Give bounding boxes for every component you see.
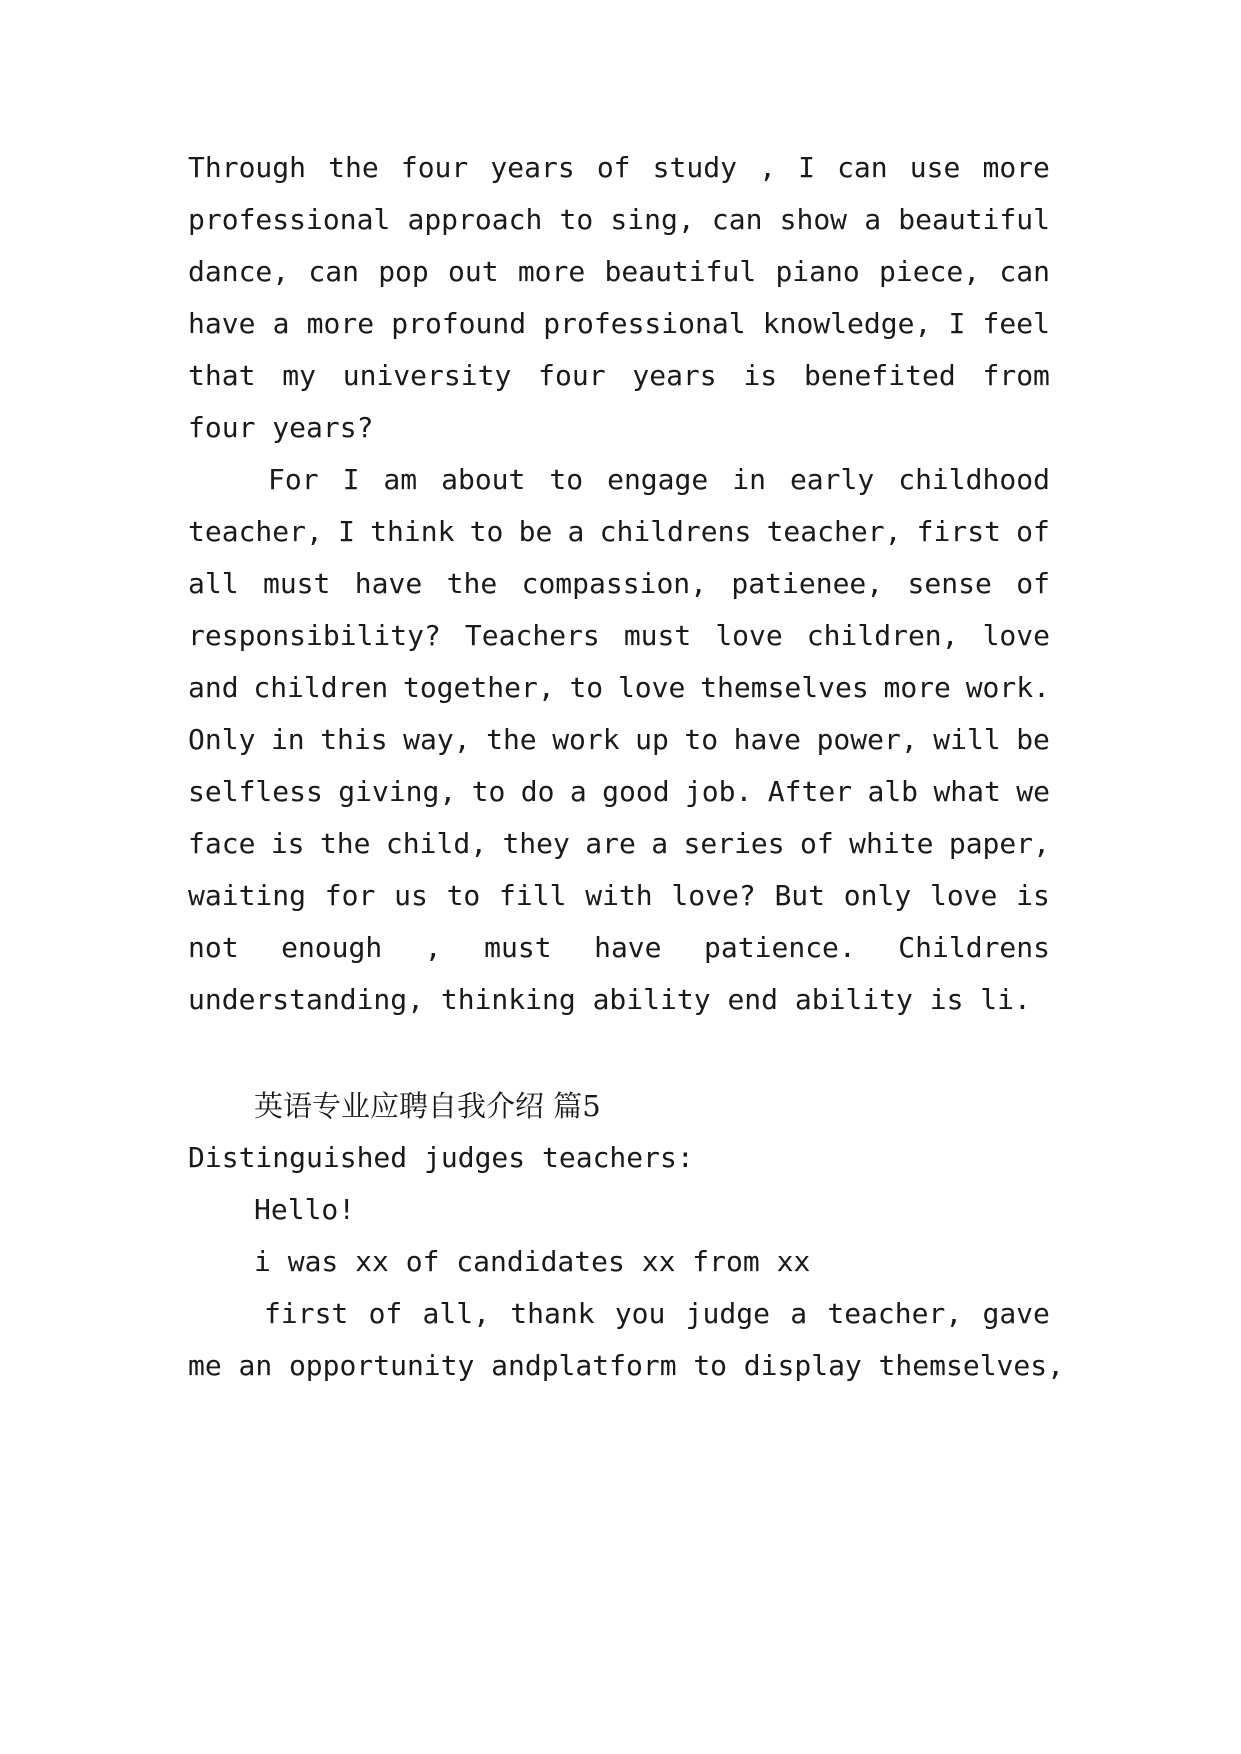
word: patienee, — [731, 567, 884, 600]
word: a — [567, 515, 585, 548]
word: they — [502, 827, 570, 860]
word: have — [354, 567, 423, 600]
word: enough — [281, 931, 383, 964]
section-5-line-2 — [188, 1348, 1064, 1384]
paragraph-2-line-4 — [188, 618, 1050, 654]
word: must — [484, 931, 552, 964]
word: four — [538, 359, 606, 392]
word: more — [982, 151, 1050, 184]
word: can — [837, 151, 888, 184]
word: alb — [867, 775, 919, 808]
word: have — [594, 931, 662, 964]
word: be — [518, 515, 553, 548]
word: profound — [391, 307, 527, 340]
word: compassion, — [521, 567, 708, 600]
section-heading: 英语专业应聘自我介绍 篇5 — [254, 1089, 601, 1123]
greeting: Hello! — [254, 1193, 356, 1226]
word: the — [446, 567, 498, 600]
word: is — [743, 359, 778, 392]
word: dance, — [188, 255, 290, 288]
word: all — [188, 567, 239, 600]
word: love — [929, 879, 998, 912]
word: face — [188, 827, 256, 860]
word: use — [909, 151, 961, 184]
word: I — [342, 463, 360, 496]
word: I — [948, 307, 966, 340]
word: a — [651, 827, 669, 860]
word: knowledge, — [762, 307, 932, 340]
word: But — [774, 879, 826, 912]
paragraph-2-line-10 — [188, 930, 1050, 966]
word: childrens — [599, 515, 752, 548]
word: themselves — [700, 671, 869, 704]
word: only — [843, 879, 912, 912]
word: study — [652, 151, 737, 184]
word: we — [1016, 775, 1050, 808]
word: years — [632, 359, 717, 392]
word: the — [319, 827, 371, 860]
word: paper, — [948, 827, 1050, 860]
paragraph-2-line-5 — [188, 670, 1050, 706]
paragraph-1-line-3 — [188, 254, 1050, 290]
word: opportunity — [288, 1349, 475, 1382]
word: will — [933, 723, 1001, 756]
word: more — [883, 671, 951, 704]
word: beautiful — [898, 203, 1050, 236]
word: teacher, — [188, 515, 323, 548]
word: to — [693, 1349, 728, 1382]
word: childhood — [898, 463, 1050, 496]
paragraph-2-line-9 — [188, 878, 1050, 914]
word: professional — [543, 307, 746, 340]
word: judge — [685, 1297, 770, 1330]
word: of — [596, 151, 631, 184]
word: teacher, — [766, 515, 902, 548]
word: of — [368, 1297, 403, 1330]
word: early — [789, 463, 875, 496]
word: us — [394, 879, 428, 912]
word: that — [188, 359, 256, 392]
word: the — [486, 723, 537, 756]
word: children — [253, 671, 389, 704]
word: display — [743, 1349, 862, 1382]
word: a — [790, 1297, 808, 1330]
word: to — [469, 515, 504, 548]
word: selfless — [188, 775, 323, 808]
word: with — [585, 879, 653, 912]
word: years — [490, 151, 575, 184]
word: the — [328, 151, 379, 184]
word: I — [338, 515, 355, 548]
word: professional — [188, 203, 391, 236]
word: a — [272, 307, 290, 340]
word: of — [1016, 567, 1050, 600]
word: Through — [188, 151, 307, 184]
word: For — [268, 463, 319, 496]
word: piece, — [878, 255, 981, 288]
word: what — [933, 775, 1001, 808]
word: thank — [510, 1297, 595, 1330]
word: to — [569, 671, 604, 704]
word: piano — [775, 255, 860, 288]
word: love? — [671, 879, 756, 912]
word: I — [798, 151, 815, 184]
paragraph-2-line-8 — [188, 826, 1050, 862]
paragraph-2-line-2 — [188, 514, 1050, 550]
word: first — [264, 1297, 349, 1330]
word: Only — [188, 723, 256, 756]
word: must — [262, 567, 331, 600]
word: all, — [422, 1297, 490, 1330]
word: children, — [806, 619, 959, 652]
paragraph-2-line-1 — [268, 462, 1050, 498]
word: my — [282, 359, 316, 392]
word: power, — [816, 723, 918, 756]
word: can — [711, 203, 763, 236]
word: am — [383, 463, 418, 496]
word: teacher, — [827, 1297, 963, 1330]
word: benefited — [803, 359, 956, 392]
word: fill — [499, 879, 567, 912]
word: in — [270, 723, 305, 756]
word: to — [684, 723, 719, 756]
word: from — [982, 359, 1050, 392]
word: you — [614, 1297, 666, 1330]
word: can — [308, 255, 359, 288]
paragraph-2-line-7 — [188, 774, 1050, 810]
word: gave — [982, 1297, 1050, 1330]
word: themselves, — [878, 1349, 1064, 1382]
word: love — [617, 671, 686, 704]
word: in — [732, 463, 766, 496]
word: , — [759, 151, 776, 184]
word: not — [188, 931, 239, 964]
word: beautiful — [604, 255, 757, 288]
word: together, — [402, 671, 555, 704]
word: , — [424, 931, 442, 964]
word: to — [446, 879, 481, 912]
word: to — [471, 775, 506, 808]
word: white — [849, 827, 934, 860]
word: feel — [982, 307, 1050, 340]
word: of — [800, 827, 834, 860]
word: more — [306, 307, 375, 340]
word: to — [549, 463, 584, 496]
word: is — [270, 827, 305, 860]
word: four — [400, 151, 469, 184]
paragraph-1-line-4 — [188, 306, 1050, 342]
word: first — [916, 515, 1001, 548]
word: sense — [907, 567, 992, 600]
paragraph-1-line-6: four years? — [188, 411, 374, 444]
word: are — [585, 827, 636, 860]
word: engage — [607, 463, 709, 496]
word: giving, — [338, 775, 457, 808]
paragraph-1-line-2 — [188, 202, 1050, 238]
word: about — [441, 463, 526, 496]
word: show — [779, 203, 848, 236]
word: for — [324, 879, 376, 912]
word: out — [448, 255, 499, 288]
word: good — [602, 775, 670, 808]
word: waiting — [188, 879, 307, 912]
word: be — [1016, 723, 1050, 756]
word: love — [715, 619, 783, 652]
word: more — [517, 255, 586, 288]
word: and — [188, 671, 239, 704]
word: can — [999, 255, 1050, 288]
word: think — [370, 515, 455, 548]
word: a — [569, 775, 587, 808]
word: love — [982, 619, 1050, 652]
salutation: Distinguished judges teachers: — [188, 1141, 694, 1174]
intro-line: i was xx of candidates xx from xx — [254, 1245, 811, 1278]
word: a — [864, 203, 882, 236]
word: sing, — [610, 203, 695, 236]
word: must — [623, 619, 692, 652]
word: andplatform — [491, 1349, 677, 1382]
word: patience. — [704, 931, 856, 964]
word: work — [552, 723, 620, 756]
word: Teachers — [464, 619, 600, 652]
word: have — [733, 723, 802, 756]
word: to — [559, 203, 594, 236]
word: this — [320, 723, 388, 756]
section-5-line-1 — [264, 1296, 1050, 1332]
word: approach — [407, 203, 543, 236]
word: of — [1016, 515, 1050, 548]
word: do — [520, 775, 555, 808]
word: responsibility? — [188, 619, 441, 652]
word: work. — [965, 671, 1050, 704]
word: After — [767, 775, 853, 808]
word: way, — [403, 723, 471, 756]
word: an — [238, 1349, 273, 1382]
word: is — [1016, 879, 1050, 912]
word: Childrens — [898, 931, 1050, 964]
word: university — [342, 359, 512, 392]
paragraph-2-line-11: understanding, thinking ability end ability is li. — [188, 983, 1031, 1016]
paragraph-1-line-5 — [188, 358, 1050, 394]
paragraph-2-line-6 — [188, 722, 1050, 758]
paragraph-2-line-3 — [188, 566, 1050, 602]
word: up — [635, 723, 669, 756]
word: pop — [378, 255, 429, 288]
word: job. — [684, 775, 753, 808]
word: have — [188, 307, 256, 340]
word: me — [188, 1349, 222, 1382]
word: series — [683, 827, 785, 860]
paragraph-1-line-1 — [188, 150, 1050, 186]
word: child, — [385, 827, 488, 860]
